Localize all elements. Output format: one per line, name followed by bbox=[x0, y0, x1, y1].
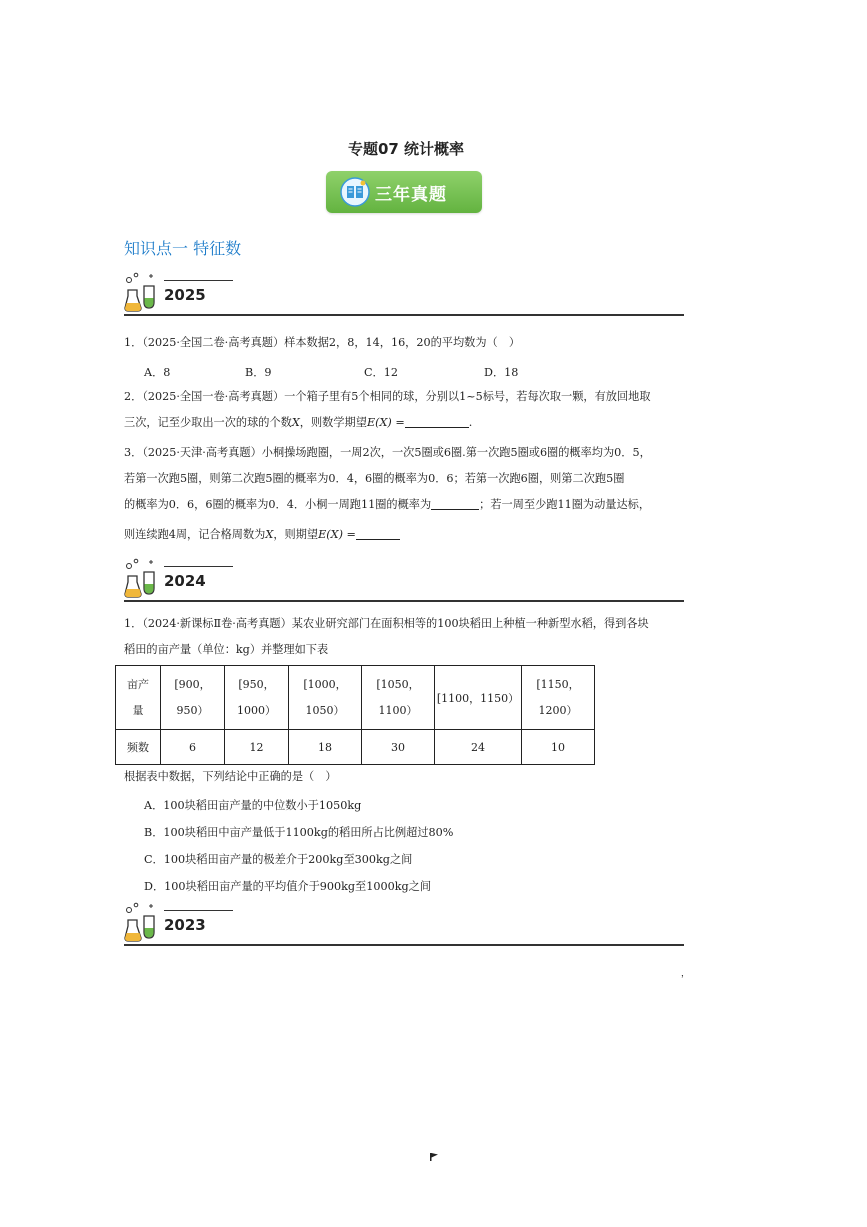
question-line bbox=[124, 410, 690, 436]
year-header-2023 bbox=[124, 900, 684, 950]
table-cell: 10 bbox=[522, 730, 595, 765]
cell-text: 1050） bbox=[305, 703, 345, 717]
question-2025-1 bbox=[124, 330, 690, 356]
cell-text: [1150， bbox=[536, 677, 580, 691]
option-c: C．12 bbox=[364, 366, 398, 379]
cell-text: [1000， bbox=[303, 677, 347, 691]
cell-text: 量 bbox=[132, 703, 144, 717]
expectation-expr: E(X) = bbox=[366, 416, 405, 429]
year-label: 2025 bbox=[164, 286, 206, 304]
table-header-cell: 频数 bbox=[116, 730, 161, 765]
text-segment: . bbox=[468, 416, 473, 429]
question-2025-3 bbox=[124, 440, 690, 548]
table-header-cell bbox=[116, 666, 161, 730]
section-divider bbox=[124, 944, 684, 946]
cell-text: [950， bbox=[238, 677, 275, 691]
table-row bbox=[116, 666, 595, 730]
table-cell: 6 bbox=[161, 730, 225, 765]
cell-text: 亩产 bbox=[127, 677, 149, 691]
document-title: 专题07 统计概率 bbox=[347, 140, 465, 158]
variable: X bbox=[291, 416, 300, 429]
question-line: 根据表中数据，下列结论中正确的是（ ） bbox=[124, 770, 337, 783]
year-header-2024 bbox=[124, 556, 684, 606]
question-prompt bbox=[124, 764, 690, 790]
question-line bbox=[124, 522, 690, 548]
option-a: A．8 bbox=[144, 366, 171, 379]
table-cell: 30 bbox=[362, 730, 435, 765]
flask-icon bbox=[124, 900, 158, 942]
question-line: 若第一次跑5圈，则第二次跑5圈的概率为0．4，6圈的概率为0．6；若第一次跑6圈，则第二次跑5圈 bbox=[124, 472, 625, 485]
table-cell bbox=[161, 666, 225, 730]
text-segment: 的概率为0．6，6圈的概率为0．4．小桐一周跑11圈的概率为 bbox=[124, 498, 432, 511]
question-line bbox=[124, 492, 690, 518]
table-cell bbox=[522, 666, 595, 730]
flag-icon bbox=[429, 1152, 439, 1162]
stray-mark: ， bbox=[681, 969, 691, 979]
text-segment: ；若一周至少跑11圈为动量达标， bbox=[479, 498, 651, 511]
flask-icon bbox=[124, 556, 158, 598]
cell-text: [1050， bbox=[376, 677, 420, 691]
cell-text: [900， bbox=[174, 677, 211, 691]
choice-b: B．100块稻田中亩产量低于1100kg的稻田所占比例超过80% bbox=[144, 826, 454, 839]
knowledge-point-heading: 知识点一 特征数 bbox=[124, 239, 242, 258]
year-label: 2023 bbox=[164, 916, 206, 934]
section-divider bbox=[124, 600, 684, 602]
section-badge bbox=[326, 171, 482, 213]
expectation-expr: E(X) = bbox=[318, 528, 356, 541]
table-cell bbox=[225, 666, 289, 730]
question-line: 1．（2024·新课标Ⅱ卷·高考真题）某农业研究部门在面积相等的100块稻田上种植一种新型水稻，得到各块 bbox=[124, 617, 649, 630]
yield-frequency-table bbox=[115, 665, 595, 765]
choice-a: A．100块稻田亩产量的中位数小于1050kg bbox=[144, 799, 362, 812]
question-text: 1．（2025·全国二卷·高考真题）样本数据2，8，14，16，20的平均数为（ ） bbox=[124, 336, 521, 349]
table-cell bbox=[435, 666, 522, 730]
year-header-2025 bbox=[124, 270, 684, 320]
question-line: 3．（2025·天津·高考真题）小桐操场跑圈，一周2次，一次5圈或6圈.第一次跑5圈或6圈的概率均为0．5， bbox=[124, 446, 651, 459]
choice-c: C．100块稻田亩产量的极差介于200kg至300kg之间 bbox=[144, 853, 413, 866]
book-icon bbox=[340, 177, 370, 207]
text-segment: 则连续跑4周，记合格周数为 bbox=[124, 528, 266, 541]
text-segment: ，则数学期望 bbox=[299, 416, 367, 429]
options-2025-1 bbox=[144, 364, 664, 380]
cell-text: [1100，1150） bbox=[436, 691, 520, 705]
choice-d: D．100块稻田亩产量的平均值介于900kg至1000kg之间 bbox=[144, 880, 432, 893]
question-2024-1 bbox=[124, 611, 690, 663]
cell-text: 1100） bbox=[378, 703, 418, 717]
year-underline bbox=[164, 566, 233, 567]
option-d: D．18 bbox=[484, 366, 519, 379]
year-label: 2024 bbox=[164, 572, 206, 590]
text-segment: 三次，记至少取出一次的球的个数 bbox=[124, 416, 292, 429]
answer-blank bbox=[431, 497, 479, 510]
badge-label: 三年真题 bbox=[375, 184, 447, 205]
year-underline bbox=[164, 910, 233, 911]
answer-blank bbox=[405, 415, 469, 428]
table-cell: 24 bbox=[435, 730, 522, 765]
table-cell: 18 bbox=[289, 730, 362, 765]
answer-blank bbox=[356, 527, 400, 540]
variable: X bbox=[265, 528, 274, 541]
table-cell bbox=[362, 666, 435, 730]
text-segment: ，则期望 bbox=[273, 528, 319, 541]
option-b: B．9 bbox=[245, 366, 272, 379]
cell-text: 1000） bbox=[237, 703, 276, 717]
table-row bbox=[116, 730, 595, 765]
table-cell bbox=[289, 666, 362, 730]
year-underline bbox=[164, 280, 233, 281]
section-divider bbox=[124, 314, 684, 316]
cell-text: 950） bbox=[176, 703, 209, 717]
question-2025-2 bbox=[124, 384, 690, 436]
cell-text: 1200） bbox=[538, 703, 578, 717]
flask-icon bbox=[124, 270, 158, 312]
table-cell: 12 bbox=[225, 730, 289, 765]
question-line: 稻田的亩产量（单位：kg）并整理如下表 bbox=[124, 643, 329, 656]
question-line: 2．（2025·全国一卷·高考真题）一个箱子里有5个相同的球，分别以1~5标号，若每次取一颗，有放回地取 bbox=[124, 390, 651, 403]
